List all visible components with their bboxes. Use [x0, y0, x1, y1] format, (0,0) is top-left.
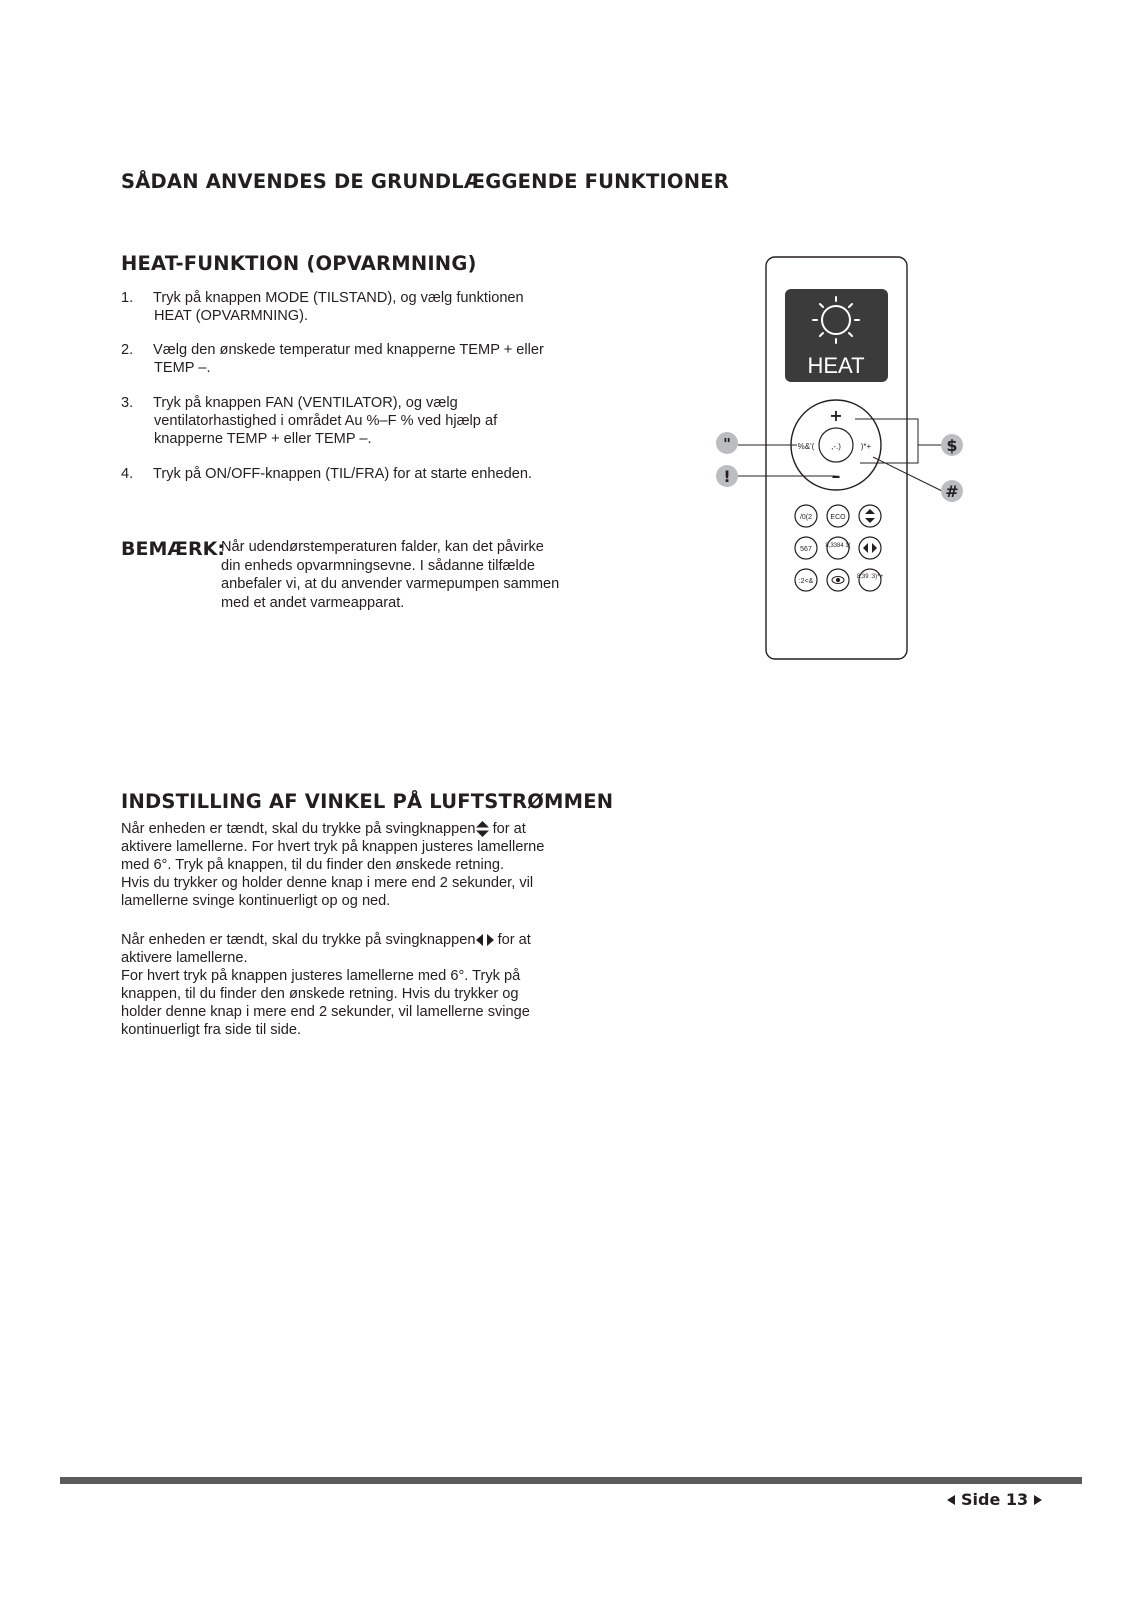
note-line: med et andet varmeapparat. — [221, 594, 405, 611]
list-number: 2. — [121, 342, 134, 358]
paragraph-line: Når enheden er tændt, skal du trykke på svingknappen — [121, 932, 476, 948]
list-text: Tryk på knappen MODE (TILSTAND), og vælg funktionen — [153, 290, 524, 306]
paragraph-line: lamellerne svinge kontinuerligt op og ned. — [121, 893, 391, 909]
list-number: 3. — [121, 395, 134, 411]
swing-vertical-icon — [476, 821, 489, 837]
paragraph-line: for at — [488, 821, 526, 837]
center-label: ,-.) — [831, 442, 841, 451]
callout-left-top: " — [723, 435, 731, 453]
mode-label: %&'( — [797, 442, 815, 451]
button-label: ECO — [830, 514, 846, 521]
paragraph-line: kontinuerligt fra side til side. — [121, 1022, 302, 1038]
heat-section-title: HEAT-FUNKTION (OPVARMNING) — [121, 252, 477, 275]
remote-display-label: HEAT — [807, 353, 865, 378]
list-number: 1. — [121, 290, 134, 306]
note-line: anbefaler vi, at du anvender varmepumpen sammen — [221, 576, 560, 592]
temp-minus-label: – — [831, 466, 841, 487]
airflow-paragraph-1 — [121, 820, 591, 910]
paragraph-line: For hvert tryk på knappen justeres lamellerne med 6°. Tryk på — [121, 968, 521, 984]
note-line: Når udendørstemperaturen falder, kan det påvirke — [221, 539, 544, 555]
callout-right-top: $ — [946, 436, 958, 455]
page-title: SÅDAN ANVENDES DE GRUNDLÆGGENDE FUNKTIONER — [121, 170, 729, 193]
list-text: Tryk på knappen FAN (VENTILATOR), og vælg — [153, 395, 458, 411]
airflow-section-title: INDSTILLING AF VINKEL PÅ LUFTSTRØMMEN — [121, 790, 614, 813]
note-line: din enheds opvarmningsevne. I sådanne tilfælde — [221, 557, 535, 574]
paragraph-line: aktivere lamellerne. For hvert tryk på knappen justeres lamellerne — [121, 839, 545, 855]
list-text: ventilatorhastighed i området Au %–F % ved hjælp af — [154, 413, 498, 429]
paragraph-line: Hvis du trykker og holder denne knap i mere end 2 sekunder, vil — [121, 875, 534, 891]
paragraph-line: knappen, til du finder den ønskede retning. Hvis du trykker og — [121, 986, 519, 1002]
swing-horizontal-icon — [476, 934, 494, 946]
callout-right-bottom: # — [945, 482, 959, 501]
remote-control-illustration — [0, 0, 1132, 700]
prev-page-icon — [947, 1495, 955, 1505]
note-label: BEMÆRK: — [121, 538, 225, 560]
list-text: Vælg den ønskede temperatur med knapperne TEMP + eller — [153, 342, 544, 358]
page-number — [947, 1490, 1042, 1509]
button-label: 8;39 :3)*+ — [856, 574, 884, 580]
list-text: Tryk på ON/OFF-knappen (TIL/FRA) for at starte enheden. — [153, 466, 533, 482]
list-text: HEAT (OPVARMNING). — [154, 308, 309, 324]
paragraph-line: for at — [493, 932, 531, 948]
callout-left-bottom: ! — [723, 467, 731, 486]
list-text: knapperne TEMP + eller TEMP –. — [154, 431, 372, 447]
button-label: 567 — [800, 546, 812, 553]
button-label: :2<& — [798, 578, 814, 585]
paragraph-line: holder denne knap i mere end 2 sekunder, vil lamellerne svinge — [121, 1004, 530, 1020]
paragraph-line: Når enheden er tændt, skal du trykke på svingknappen — [121, 821, 476, 837]
footer-divider — [60, 1477, 1082, 1484]
list-text: TEMP –. — [154, 360, 211, 376]
button-label: 8,3384 1( — [825, 543, 851, 549]
airflow-paragraph-2 — [121, 931, 591, 1039]
button-label: /0(2 — [799, 514, 813, 521]
paragraph-line: med 6°. Tryk på knappen, til du finder den ønskede retning. — [121, 857, 505, 873]
page-label: Side 13 — [961, 1490, 1029, 1509]
list-number: 4. — [121, 466, 134, 482]
temp-plus-label: + — [829, 406, 843, 425]
next-page-icon — [1034, 1495, 1042, 1505]
paragraph-line: aktivere lamellerne. — [121, 950, 248, 966]
fan-label: )*+ — [860, 442, 872, 451]
